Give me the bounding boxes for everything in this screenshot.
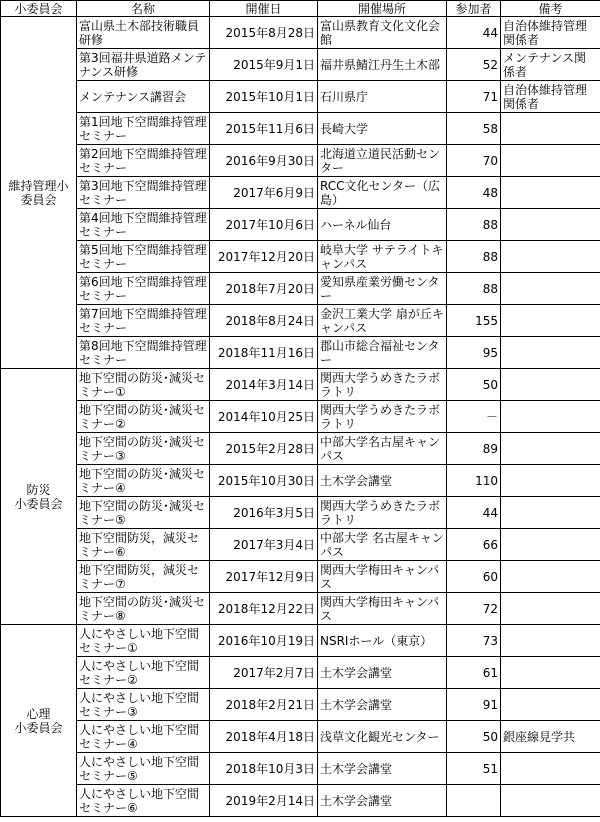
notes-cell [501,785,600,817]
name-cell: 第3回地下空間維持管理セミナー [77,177,210,209]
table-row [1,689,600,721]
participants-cell: 50 [447,721,501,753]
table-row [1,721,600,753]
venue-cell: 浅草文化観光センター [318,721,447,753]
date-cell: 2016年10月19日 [210,625,318,657]
notes-cell [501,433,600,465]
participants-cell: 155 [447,305,501,337]
name-cell: メンテナンス講習会 [77,81,210,113]
header-row [1,1,600,17]
notes-cell [501,337,600,369]
participants-cell: 70 [447,145,501,177]
notes-cell: メンテナンス関係者 [501,49,600,81]
table-row [1,529,600,561]
notes-cell [501,177,600,209]
name-cell: 第4回地下空間維持管理セミナー [77,209,210,241]
venue-cell: 福井県鯖江丹生土木部 [318,49,447,81]
name-cell: 地下空間の防災･減災セミナー② [77,401,210,433]
notes-cell: 自治体維持管理関係者 [501,17,600,49]
notes-cell: 銀座線見学共 [501,721,600,753]
venue-cell: 関西大学うめきたラボラトリ [318,369,447,401]
participants-cell: 61 [447,657,501,689]
participants-cell: 44 [447,497,501,529]
participants-cell: 58 [447,113,501,145]
name-cell: 人にやさしい地下空間セミナー⑤ [77,753,210,785]
date-cell: 2015年9月1日 [210,49,318,81]
participants-cell: 44 [447,17,501,49]
table-row [1,657,600,689]
venue-cell: 土木学会講堂 [318,689,447,721]
date-cell: 2017年6月9日 [210,177,318,209]
notes-cell [501,689,600,721]
header-notes: 備考 [501,1,600,17]
table-row [1,465,600,497]
participants-cell: － [447,401,501,433]
name-cell: 人にやさしい地下空間セミナー⑥ [77,785,210,817]
date-cell: 2018年2月21日 [210,689,318,721]
venue-cell: 石川県庁 [318,81,447,113]
participants-cell: 72 [447,593,501,625]
participants-cell [447,785,501,817]
venue-cell: 関西大学うめきたラボラトリ [318,497,447,529]
date-cell: 2016年9月30日 [210,145,318,177]
table-row [1,337,600,369]
name-cell: 地下空間防災，減災セミナー⑥ [77,529,210,561]
date-cell: 2018年11月16日 [210,337,318,369]
name-cell: 第7回地下空間維持管理セミナー [77,305,210,337]
table-row [1,497,600,529]
notes-cell [501,657,600,689]
participants-cell: 73 [447,625,501,657]
table-row [1,177,600,209]
name-cell: 地下空間防災，減災セミナー⑦ [77,561,210,593]
name-cell: 人にやさしい地下空間セミナー④ [77,721,210,753]
venue-cell: 富山県教育文化文化会館 [318,17,447,49]
participants-cell: 52 [447,49,501,81]
name-cell: 人にやさしい地下空間セミナー③ [77,689,210,721]
name-cell: 人にやさしい地下空間セミナー① [77,625,210,657]
venue-cell: 土木学会講堂 [318,465,447,497]
notes-cell [501,497,600,529]
venue-cell: 中部大学 名古屋キャンパス [318,529,447,561]
venue-cell: ハーネル仙台 [318,209,447,241]
venue-cell: 郡山市総合福祉センター [318,337,447,369]
venue-cell: 長崎大学 [318,113,447,145]
table-row [1,81,600,113]
date-cell: 2019年2月14日 [210,785,318,817]
notes-cell [501,561,600,593]
notes-cell [501,241,600,273]
notes-cell [501,753,600,785]
notes-cell [501,305,600,337]
date-cell: 2017年2月7日 [210,657,318,689]
notes-cell [501,529,600,561]
notes-cell [501,145,600,177]
participants-cell: 51 [447,753,501,785]
header-participants: 参加者 [447,1,501,17]
participants-cell: 88 [447,273,501,305]
name-cell: 第1回地下空間維持管理セミナー [77,113,210,145]
participants-cell: 88 [447,241,501,273]
participants-cell: 88 [447,209,501,241]
date-cell: 2018年8月24日 [210,305,318,337]
notes-cell [501,369,600,401]
name-cell: 第8回地下空間維持管理セミナー [77,337,210,369]
table-row [1,145,600,177]
table-row [1,401,600,433]
date-cell: 2014年10月25日 [210,401,318,433]
notes-cell [501,273,600,305]
notes-cell [501,593,600,625]
participants-cell: 110 [447,465,501,497]
name-cell: 第2回地下空間維持管理セミナー [77,145,210,177]
venue-cell: 関西大学うめきたラボラトリ [318,401,447,433]
table-row [1,305,600,337]
venue-cell: 土木学会講堂 [318,657,447,689]
date-cell: 2018年7月20日 [210,273,318,305]
date-cell: 2016年3月5日 [210,497,318,529]
notes-cell [501,625,600,657]
table-row [1,753,600,785]
venue-cell: 関西大学梅田キャンパス [318,593,447,625]
name-cell: 地下空間の防災･減災セミナー① [77,369,210,401]
participants-cell: 60 [447,561,501,593]
table-row [1,593,600,625]
participants-cell: 66 [447,529,501,561]
header-date: 開催日 [210,1,318,17]
participants-cell: 71 [447,81,501,113]
notes-cell [501,465,600,497]
table-row [1,113,600,145]
table-row [1,369,600,401]
date-cell: 2015年10月30日 [210,465,318,497]
table-row [1,561,600,593]
header-name: 名称 [77,1,210,17]
date-cell: 2018年12月22日 [210,593,318,625]
date-cell: 2018年10月3日 [210,753,318,785]
table-row [1,433,600,465]
date-cell: 2017年10月6日 [210,209,318,241]
name-cell: 地下空間の防災･減災セミナー⑤ [77,497,210,529]
notes-cell [501,401,600,433]
name-cell: 富山県土木部技術職員研修 [77,17,210,49]
notes-cell: 自治体維持管理関係者 [501,81,600,113]
date-cell: 2017年12月9日 [210,561,318,593]
table-row [1,625,600,657]
venue-cell: 関西大学梅田キャンパス [318,561,447,593]
subcommittee-cell: 心理 小委員会 [1,625,77,817]
name-cell: 第3回福井県道路メンテナンス研修 [77,49,210,81]
table-row [1,241,600,273]
participants-cell: 48 [447,177,501,209]
subcommittee-cell: 防災 小委員会 [1,369,77,625]
header-subcommittee: 小委員会 [1,1,77,17]
header-venue: 開催場所 [318,1,447,17]
subcommittee-cell: 維持管理小委員会 [1,17,77,369]
venue-cell: 岐阜大学 サテライトキャンパス [318,241,447,273]
date-cell: 2018年4月18日 [210,721,318,753]
name-cell: 地下空間の防災･減災セミナー③ [77,433,210,465]
table-body [1,17,600,817]
venue-cell: 土木学会講堂 [318,753,447,785]
table-row [1,49,600,81]
venue-cell: 土木学会講堂 [318,785,447,817]
date-cell: 2015年11月6日 [210,113,318,145]
participants-cell: 91 [447,689,501,721]
table-row [1,273,600,305]
venue-cell: 愛知県産業労働センター [318,273,447,305]
date-cell: 2014年3月14日 [210,369,318,401]
notes-cell [501,113,600,145]
name-cell: 地下空間の防災･減災セミナー⑧ [77,593,210,625]
notes-cell [501,209,600,241]
table-row [1,209,600,241]
name-cell: 第5回地下空間維持管理セミナー [77,241,210,273]
date-cell: 2015年2月28日 [210,433,318,465]
name-cell: 人にやさしい地下空間セミナー② [77,657,210,689]
participants-cell: 89 [447,433,501,465]
date-cell: 2015年8月28日 [210,17,318,49]
participants-cell: 95 [447,337,501,369]
table-row [1,785,600,817]
table-row [1,17,600,49]
date-cell: 2015年10月1日 [210,81,318,113]
venue-cell: NSRIホール（東京） [318,625,447,657]
venue-cell: RCC文化センター（広島） [318,177,447,209]
date-cell: 2017年12月20日 [210,241,318,273]
venue-cell: 金沢工業大学 扇が丘キャンパス [318,305,447,337]
venue-cell: 中部大学名古屋キャンパス [318,433,447,465]
name-cell: 地下空間の防災･減災セミナー④ [77,465,210,497]
participants-cell: 50 [447,369,501,401]
venue-cell: 北海道立道民活動センター [318,145,447,177]
name-cell: 第6回地下空間維持管理セミナー [77,273,210,305]
date-cell: 2017年3月4日 [210,529,318,561]
